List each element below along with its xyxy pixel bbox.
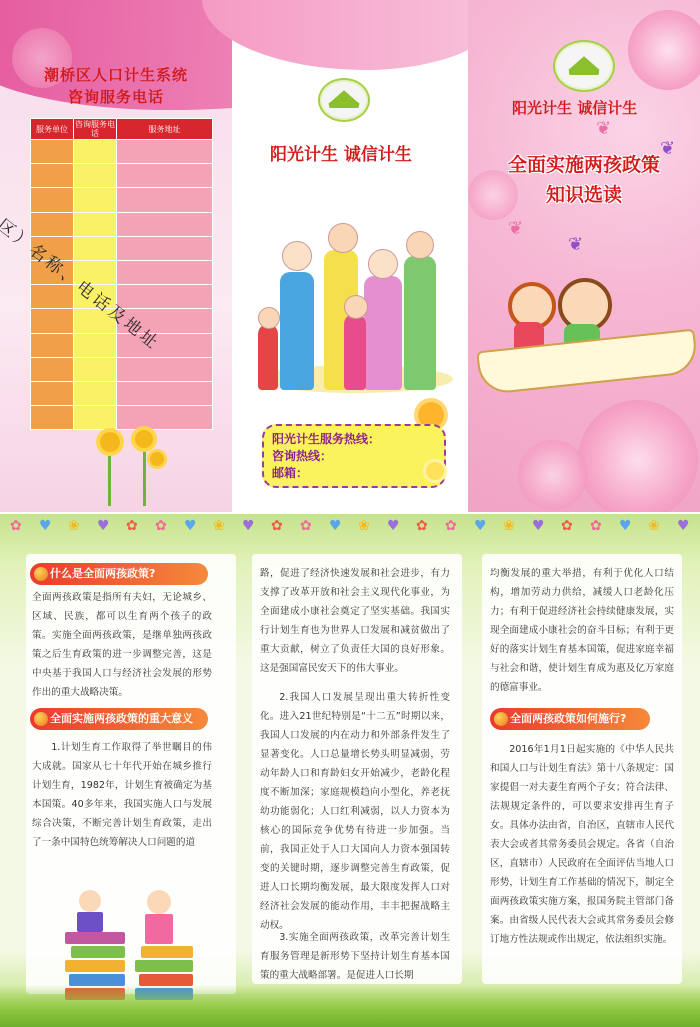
- garland-flower-icon: ♥: [39, 518, 52, 534]
- garland-flower-icon: ✿: [155, 518, 167, 534]
- butterfly-icon: ❦: [596, 118, 612, 139]
- sunflower-icon: [100, 432, 120, 452]
- phone-cell: [74, 236, 117, 260]
- para-implementation: 2016年1月1日起实施的《中华人民共和国人口与计划生育法》第十八条规定：国家提倡一对夫妻生育两个子女；符合法律、法规规定条件的，可以要求安排再生育子女。具体办法由省，自治区，直辖市人民代表大会或者其常务委员会规定。各省（自治区，直辖市）人民政府在全面评估当地人口形势，计划生育工作基础的情况下，制定全面两孩政策实施方案，报国务院主管部门备案。由省级人民代表大会或其常务委员会修订地方性法规或作出规定，依法组织实施。: [490, 744, 674, 945]
- mother-figure: [404, 256, 436, 390]
- sunflower-icon: [150, 452, 164, 466]
- address-cell: [117, 212, 213, 236]
- garland-flower-icon: ♥: [677, 518, 690, 534]
- father-head: [328, 223, 358, 253]
- book-stack-item: [65, 932, 125, 944]
- girl-head: [344, 295, 368, 319]
- address-cell: [117, 260, 213, 284]
- garland-flower-icon: ✿: [561, 518, 573, 534]
- hotline-title-line2: 咨询服务电话: [67, 88, 164, 106]
- phone-cell: [74, 164, 117, 188]
- garland-flower-icon: ♥: [242, 518, 255, 534]
- garland-flower-icon: ❀: [68, 518, 80, 534]
- hotline-box: [262, 424, 446, 488]
- garland-flower-icon: ♥: [532, 518, 545, 534]
- service-unit-cell: [31, 333, 74, 357]
- para-significance-3: 3.实施全面两孩政策，改革完善计划生育服务管理是新形势下坚持计划生育基本国策的重大战略部署。是促进人口长期: [260, 932, 450, 981]
- garland-flower-icon: ✿: [271, 518, 283, 534]
- phone-cell: [74, 140, 117, 164]
- garland-flower-icon: ❀: [503, 518, 515, 534]
- phone-cell: [74, 381, 117, 405]
- phone-cell: [74, 212, 117, 236]
- table-row: [31, 164, 213, 188]
- hotline-title-line1: 潮桥区人口计生系统: [43, 66, 188, 84]
- child-head: [147, 890, 171, 914]
- table-row: [31, 212, 213, 236]
- service-unit-cell: [31, 188, 74, 212]
- garland-flower-icon: ✿: [445, 518, 457, 534]
- address-cell: [117, 164, 213, 188]
- service-unit-cell: [31, 357, 74, 381]
- book-stack-item: [135, 960, 193, 972]
- phone-cell: [74, 406, 117, 430]
- grandpa-head: [282, 241, 312, 271]
- flower-icon: [628, 10, 700, 90]
- consult-label: 咨询热线：: [272, 449, 333, 463]
- header-phone: 咨询服务电话: [75, 120, 115, 138]
- address-cell: [117, 140, 213, 164]
- garland-flower-icon: ❀: [358, 518, 370, 534]
- para-significance-3-cont: 均衡发展的重大举措，有利于优化人口结构，增加劳动力供给，减缓人口老龄化压力；有利于促进经济社会持续健康发展，实现全面建成小康社会的奋斗目标；有利于更好的落实计划生育基本国策，促进家庭幸福与社会和谐，使计划生育成为惠及亿万家庭的德富事业。: [490, 568, 674, 693]
- butterfly-icon: ❦: [660, 138, 676, 159]
- table-header-row: [31, 119, 213, 140]
- book-stack-item: [65, 960, 125, 972]
- flower-icon: [578, 400, 698, 512]
- flower-stem: [143, 452, 146, 506]
- garland-flower-icon: ✿: [10, 518, 22, 534]
- family-illustration: [252, 215, 452, 390]
- policy-title-line1: 全面实施两孩政策: [507, 154, 660, 176]
- reading-kids-illustration: [478, 270, 693, 400]
- mother-head: [406, 231, 434, 259]
- para-significance-1-cont: 路，促进了经济快速发展和社会进步，有力支撑了改革开放和社会主义现代化事业，为全面建成小康社会奠定了坚实基础。我国实行计划生育也为世界人口发展和减贫做出了重大贡献，树立了负责任大国的良好形象。这是强国富民安天下的伟大事业。: [260, 568, 450, 674]
- service-unit-cell: [31, 381, 74, 405]
- para-what-is-policy: 全面两孩政策是指所有夫妇，无论城乡、区域、民族，都可以生育两个孩子的政策。实施全面两孩政策，是继单独两孩政策之后生育政策的进一步调整完善，这是中央基于我国人口与经济社会发展的形势作出的重大战略决策。: [32, 592, 212, 698]
- book-stack-item: [71, 946, 125, 958]
- garland-flower-icon: ✿: [126, 518, 138, 534]
- grandpa-figure: [280, 272, 314, 390]
- hotline-label: 阳光计生服务热线：: [272, 432, 381, 446]
- family-planning-logo: [318, 78, 370, 122]
- address-cell: [117, 188, 213, 212]
- table-row: [31, 188, 213, 212]
- address-cell: [117, 406, 213, 430]
- header-address: 服务地址: [117, 119, 213, 140]
- boy-figure: [258, 324, 278, 390]
- header-service-unit: 服务单位: [31, 119, 74, 140]
- policy-title-line2: 知识选读: [545, 184, 622, 206]
- table-row: [31, 140, 213, 164]
- heading-implementation: 全面两孩政策如何施行?: [490, 708, 650, 730]
- flower-stem: [108, 456, 111, 506]
- child-body: [77, 912, 103, 932]
- garland-flower-icon: ♥: [184, 518, 197, 534]
- right-slogan: 阳光计生 诚信计生: [512, 99, 638, 117]
- service-unit-cell: [31, 140, 74, 164]
- flower-garland: [0, 518, 700, 544]
- butterfly-icon: ❦: [568, 234, 584, 255]
- boy-head: [258, 307, 280, 329]
- heading-what-is-policy: 什么是全面两孩政策?: [30, 563, 208, 585]
- para-significance-2: 2.我国人口发展呈现出重大转折性变化。进入21世纪特别是“十二五”时期以来，我国人口发展的内在动力和外部条件发生了显著变化。人口总量增长势头明显减弱，劳动年龄人口和育龄妇女开始减少，老龄化程度不断加深；家庭规模趋向小型化，养老抚幼功能弱化；人口红利减弱，以人力资本为核心的国际竞争优势有待进一步加强。当前，我国正处于人口大国向人力资本强国转变的关键时期，逐步调整完善生育政策，促进人口长期均衡发展，最大限度发挥人口对经济社会发展的能动作用，丰丰把握战略主动权。: [260, 692, 450, 931]
- garland-flower-icon: ♥: [474, 518, 487, 534]
- garland-flower-icon: ❀: [648, 518, 660, 534]
- garland-flower-icon: ✿: [300, 518, 312, 534]
- table-body: [31, 140, 213, 430]
- grandma-head: [368, 249, 398, 279]
- address-cell: [117, 285, 213, 309]
- garland-flower-icon: ♥: [387, 518, 400, 534]
- garland-flower-icon: ♥: [329, 518, 342, 534]
- garland-flower-icon: ✿: [590, 518, 602, 534]
- address-cell: [117, 236, 213, 260]
- sunflower-icon: [135, 430, 153, 448]
- book-stack-item: [141, 946, 193, 958]
- garland-flower-icon: ♥: [97, 518, 110, 534]
- grass-border: [0, 985, 700, 1027]
- flower-icon: [426, 462, 444, 480]
- family-planning-logo: [553, 40, 615, 92]
- butterfly-icon: ❦: [508, 218, 524, 239]
- service-unit-cell: [31, 406, 74, 430]
- garland-flower-icon: ✿: [416, 518, 428, 534]
- service-unit-cell: [31, 309, 74, 333]
- mail-label: 邮箱：: [272, 466, 309, 480]
- girl-figure: [344, 314, 366, 390]
- grandma-figure: [364, 276, 402, 390]
- para-significance-1: 1.计划生育工作取得了举世瞩目的伟大成就。国家从七十年代开始在城乡推行计划生育，1982年，计划生育被确定为基本国策。40多年来，我国实施人口与发展综合决策，不断完善计划生育政策，走出了一条中国特色统筹解决人口问题的道: [32, 742, 212, 848]
- garland-flower-icon: ♥: [619, 518, 632, 534]
- garland-flower-icon: ❀: [213, 518, 225, 534]
- service-unit-cell: [31, 164, 74, 188]
- phone-cell: [74, 188, 117, 212]
- flower-icon: [518, 440, 588, 510]
- table-row: [31, 406, 213, 430]
- heading-significance: 全面实施两孩政策的重大意义: [30, 708, 208, 730]
- child-body: [145, 914, 173, 944]
- table-row: [31, 381, 213, 405]
- pink-swoosh: [202, 0, 502, 70]
- phone-cell: [74, 357, 117, 381]
- child-head: [79, 890, 101, 912]
- middle-slogan: 阳光计生 诚信计生: [270, 145, 412, 165]
- phone-cell: [74, 333, 117, 357]
